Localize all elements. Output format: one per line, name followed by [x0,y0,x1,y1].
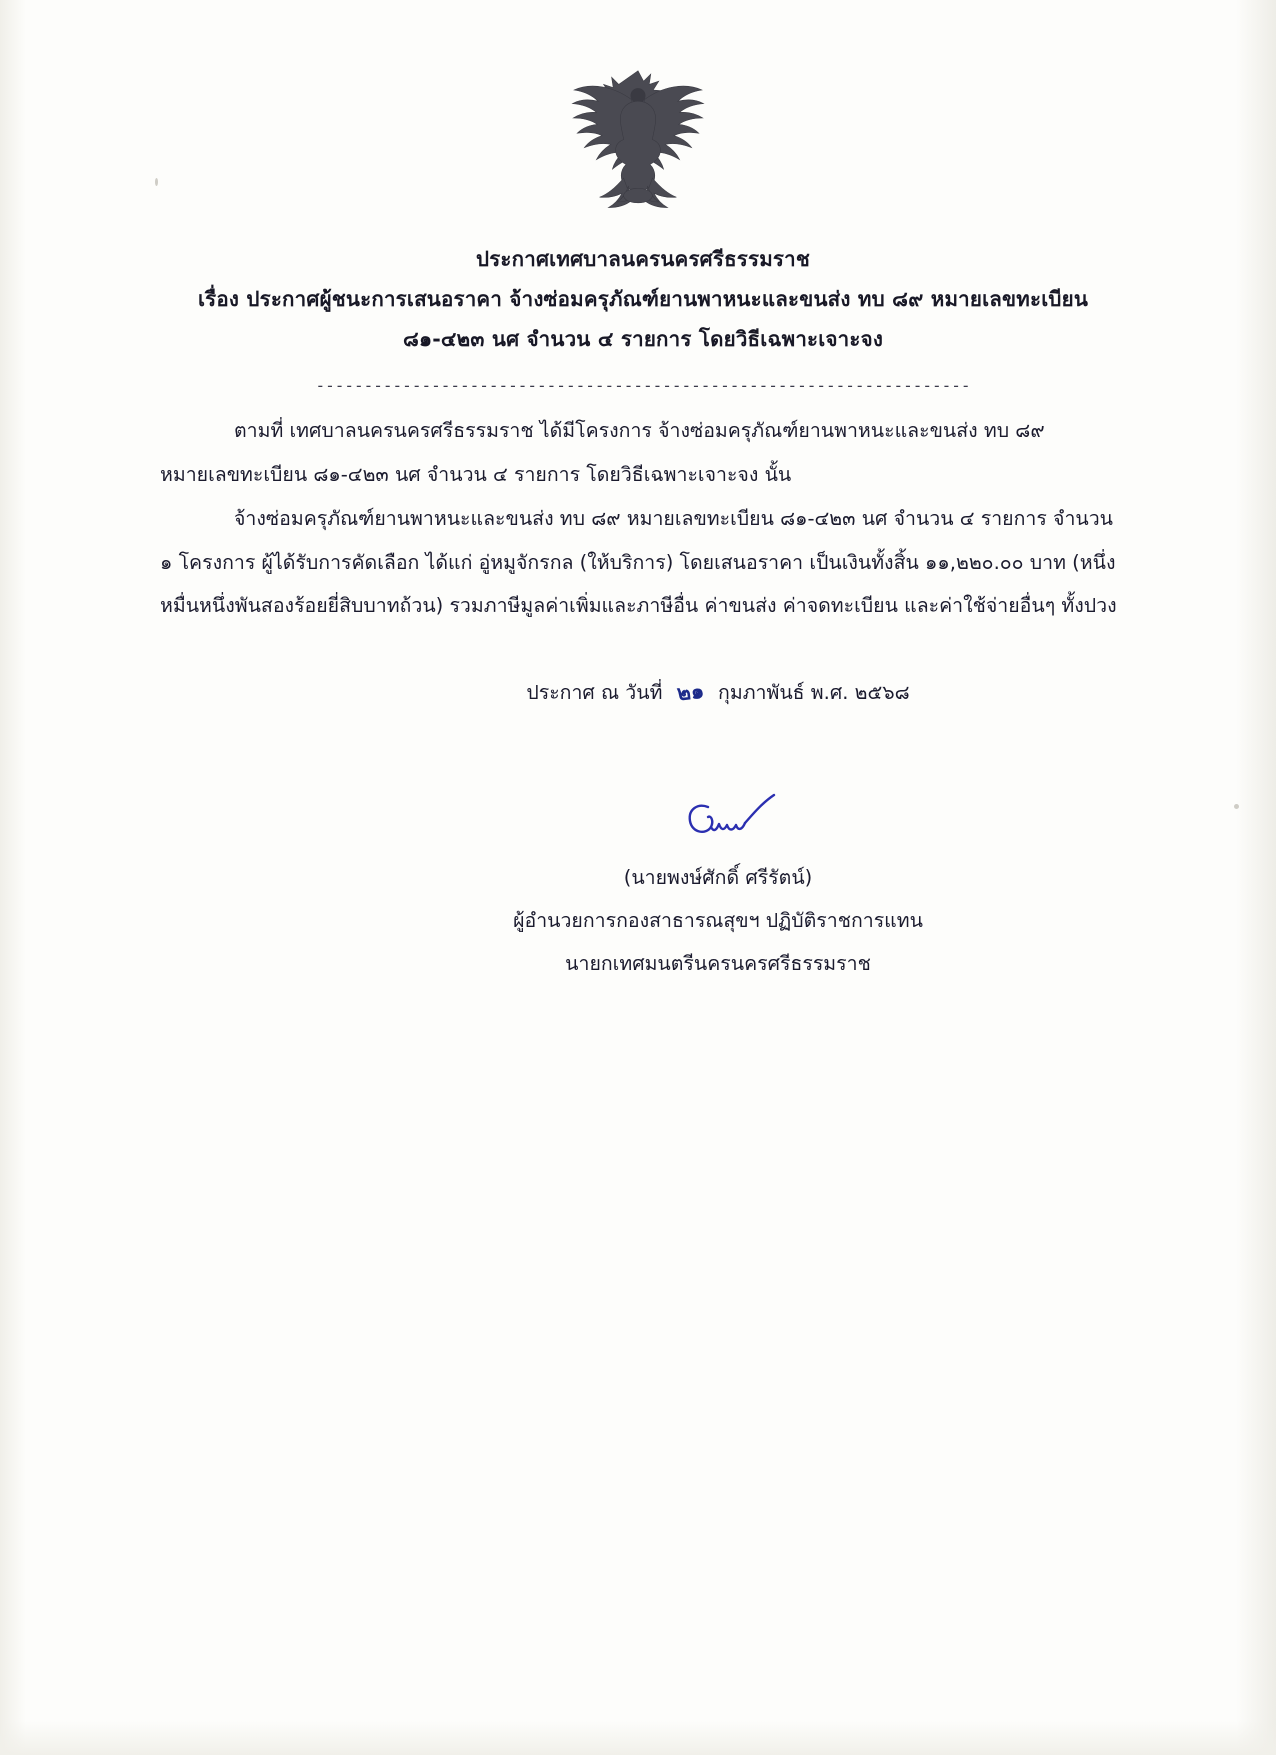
scan-edge-bottom [0,1721,1276,1755]
announcement-date [160,676,1126,709]
body-paragraph-2-text: จ้างซ่อมครุภัณฑ์ยานพาหนะและขนส่ง ทบ ๘๙ หมายเลขทะเบียน ๘๑-๔๒๓ นศ จำนวน ๔ รายการ จำนวน ๑ โครงการ ผู้ได้รับการคัดเลือก ได้แก่ อู่หมูจักรกล (ให้บริการ) โดยเสนอราคา เป็นเงินทั้งสิ้น ๑๑,๒๒๐.๐๐ บาท (หนึ่งหมื่นหนึ่งพันสองร้อยยี่สิบบาทถ้วน) รวมภาษีมูลค่าเพิ่มและภาษีอื่น ค่าขนส่ง ค่าจดทะเบียน และค่าใช้จ่ายอื่นๆ ทั้งปวง [160,506,1117,618]
announcement-title-line-1: ประกาศเทศบาลนครนครศรีธรรมราช [476,247,810,271]
body-paragraph-2 [160,497,1126,629]
signer-name: (นายพงษ์ศักดิ์ ศรีรัตน์) [623,866,813,890]
body-paragraph-1 [160,409,1126,497]
document-body [160,409,1126,628]
body-paragraph-1-text: ตามที่ เทศบาลนครนครศรีธรรมราช ได้มีโครงการ จ้างซ่อมครุภัณฑ์ยานพาหนะและขนส่ง ทบ ๘๙ หมายเลขทะเบียน ๘๑-๔๒๓ นศ จำนวน ๔ รายการ โดยวิธีเฉพาะเจาะจง นั้น [160,418,1045,486]
scan-speck [155,178,158,186]
garuda-emblem [558,58,718,226]
title-divider: -------------------------------------------------------------------- [315,375,971,395]
signature-block [160,787,1126,986]
announcement-date-prefix: ประกาศ ณ วันที่ [526,681,663,705]
announcement-date-day: ๒๑ [675,678,705,706]
handwritten-signature [310,787,1126,857]
signer-role-line-2: นายกเทศมนตรีนครนครศรีธรรมราช [565,952,871,976]
announcement-title-line-2: เรื่อง ประกาศผู้ชนะการเสนอราคา จ้างซ่อมครุภัณฑ์ยานพาหนะและขนส่ง ทบ ๘๙ หมายเลขทะเบียน [197,286,1089,311]
announcement-date-suffix: กุมภาพันธ์ พ.ศ. ๒๕๖๘ [718,681,910,705]
signer-role-line-1: ผู้อำนวยการกองสาธารณสุขฯ ปฏิบัติราชการแทน [513,909,923,933]
document-content [0,240,1276,986]
announcement-title-line-3: ๘๑-๔๒๓ นศ จำนวน ๔ รายการ โดยวิธีเฉพาะเจาะจง [402,326,884,351]
